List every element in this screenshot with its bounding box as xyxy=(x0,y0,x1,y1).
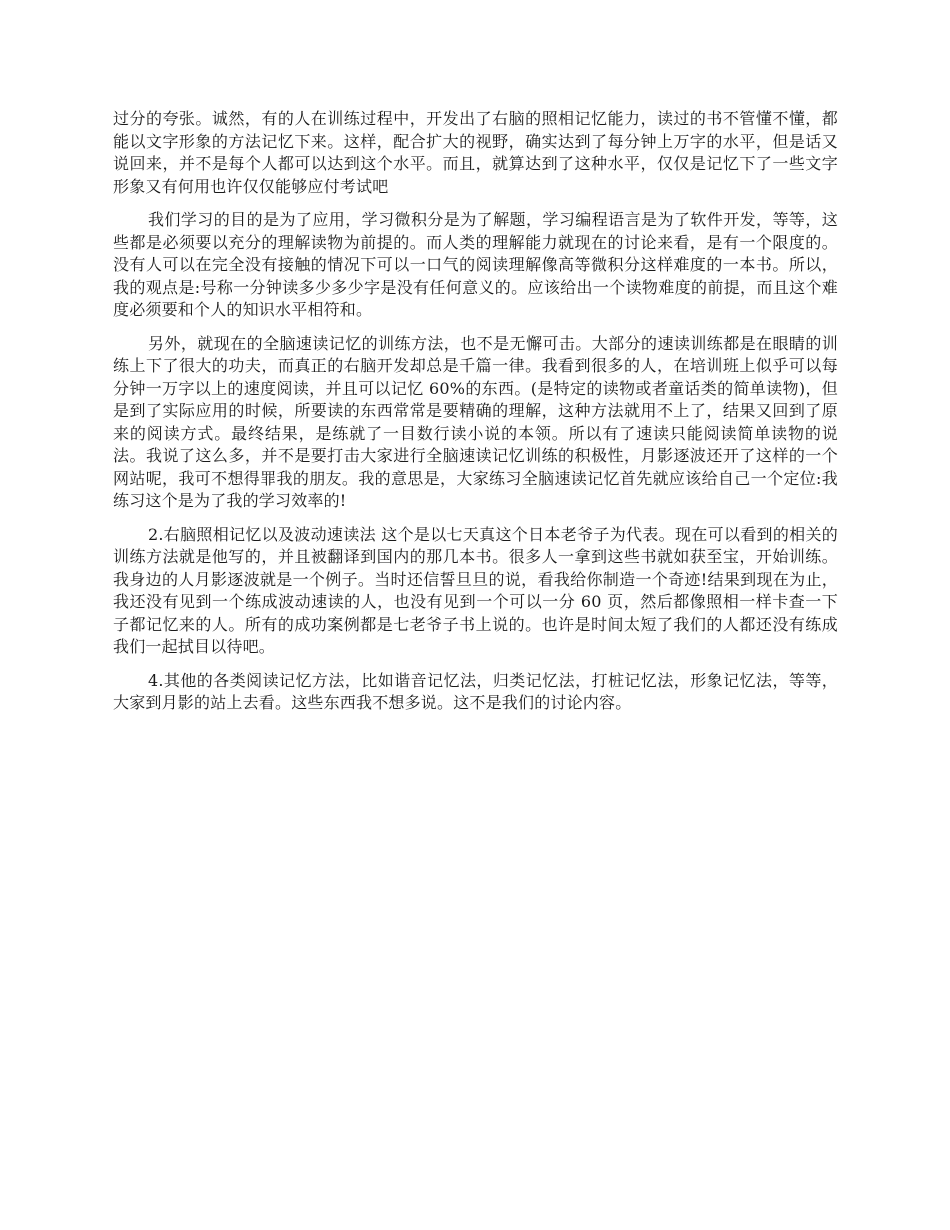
paragraph-2: 我们学习的目的是为了应用，学习微积分是为了解题，学习编程语言是为了软件开发，等等，这些都是必须要以充分的理解读物为前提的。而人类的理解能力就现在的讨论来看，是有一个限度的。没有人可以在完全没有接触的情况下可以一口气的阅读理解像高等微积分这样难度的一本书。所以，我的观点是:号称一分钟读多少多少字是没有任何意义的。应该给出一个读物难度的前提，而且这个难度必须要和个人的知识水平相符和。 xyxy=(113,210,838,319)
paragraph-4: 2.右脑照相记忆以及波动速读法 这个是以七天真这个日本老爷子为代表。现在可以看到的相关的训练方法就是他写的，并且被翻译到国内的那几本书。很多人一拿到这些书就如获至宝，开始训练。我身边的人月影逐波就是一个例子。当时还信誓旦旦的说，看我给你制造一个奇迹!结果到现在为止，我还没有见到一个练成波动速读的人，也没有见到一个可以一分 60 页，然后都像照相一样卡查一下子都记忆来的人。所有的成功案例都是七老爷子书上说的。也许是时间太短了我们的人都还没有练成我们一起拭目以待吧。 xyxy=(113,524,838,656)
paragraph-1: 过分的夸张。诚然，有的人在训练过程中，开发出了右脑的照相记忆能力，读过的书不管懂不懂，都能以文字形象的方法记忆下来。这样，配合扩大的视野，确实达到了每分钟上万字的水平，但是话又说回来，并不是每个人都可以达到这个水平。而且，就算达到了这种水平，仅仅是记忆下了一些文字形象又有何用也许仅仅能够应付考试吧 xyxy=(113,109,838,196)
paragraph-5: 4.其他的各类阅读记忆方法，比如谐音记忆法，归类记忆法，打桩记忆法，形象记忆法，等等，大家到月影的站上去看。这些东西我不想多说。这不是我们的讨论内容。 xyxy=(113,670,838,712)
paragraph-3: 另外，就现在的全脑速读记忆的训练方法，也不是无懈可击。大部分的速读训练都是在眼睛的训练上下了很大的功夫，而真正的右脑开发却总是千篇一律。我看到很多的人，在培训班上似乎可以每分钟一万字以上的速度阅读，并且可以记忆 60%的东西。(是特定的读物或者童话类的简单读物)，但是到了实际应用的时候，所要读的东西常常是要精确的理解，这种方法就用不上了，结果又回到了原来的阅读方式。最终结果，是练就了一目数行读小说的本领。所以有了速读只能阅读简单读物的说法。我说了这么多，并不是要打击大家进行全脑速读记忆训练的积极性，月影逐波还开了这样的一个网站呢，我可不想得罪我的朋友。我的意思是，大家练习全脑速读记忆首先就应该给自己一个定位:我练习这个是为了我的学习效率的! xyxy=(113,333,838,510)
document-body xyxy=(113,108,838,726)
